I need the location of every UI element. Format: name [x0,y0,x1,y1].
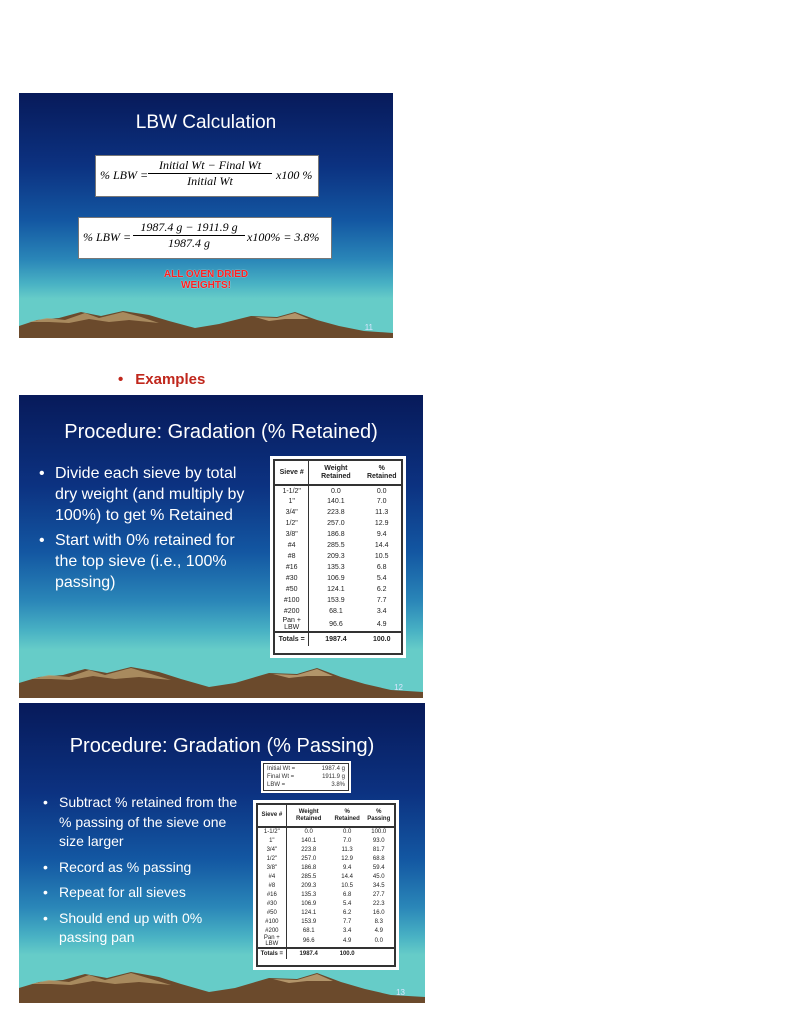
table-cell: 140.1 [301,837,317,844]
slide-lbw-calculation [19,93,393,338]
table-cell: #30 [258,899,286,908]
examples-label: Examples [135,371,206,388]
example-fraction [133,220,245,251]
bullet-text: Repeat for all sieves [59,884,186,900]
table-row [275,529,401,540]
table-cell: 7.7 [376,597,387,604]
table-body [258,827,394,948]
table-row [258,890,394,899]
table-cell: 5.4 [342,900,352,907]
page-number: 13 [396,988,405,997]
table-cell: 68.1 [329,608,343,615]
bullet-item [43,858,239,878]
table-cell: 68.1 [302,927,315,934]
table-cell: #100 [258,917,286,926]
table-row [275,584,401,595]
table-cell: 10.5 [341,882,353,889]
table-cell: #16 [275,562,309,573]
table-row [275,496,401,507]
table-cell: 223.8 [327,509,345,516]
table-cell: 68.8 [372,855,385,862]
table-row [275,507,401,518]
table-cell: 7.0 [376,498,387,505]
table-cell: 257.0 [327,520,345,527]
example-rhs: x100% = 3.8% [247,230,320,244]
slide-gradation-retained [19,395,423,698]
example-lhs: % LBW = [83,230,132,244]
mountain-graphic [19,958,425,1003]
table-row [275,595,401,606]
table-cell: 11.3 [341,846,353,853]
table-body [275,485,401,632]
table-cell: 1-1/2" [258,827,286,836]
bullet-text: Divide each sieve by total dry weight (and multiply by 100%) to get % Retained [55,465,245,524]
table-cell: #4 [275,540,309,551]
table-cell: 106.9 [301,900,317,907]
lbw-row-initial: Initial Wt = 1987.4 g [267,766,345,772]
bullet-icon: • [43,794,48,810]
table-row [275,551,401,562]
formula-fraction [148,158,272,189]
table-cell: 140.1 [327,498,345,505]
retained-table [273,459,403,655]
table-cell: 12.9 [374,520,389,527]
table-cell: 0.0 [331,487,341,495]
bullet-text: Should end up with 0% passing pan [59,909,203,945]
table-cell: 223.8 [301,846,317,853]
table-cell: #30 [275,573,309,584]
table-cell: #4 [258,872,286,881]
header-percent-retained: % Retained [362,461,401,485]
table-cell: 1-1/2" [275,485,309,496]
example-denominator: 1987.4 g [168,236,210,250]
table-cell: 3/4" [275,507,309,518]
bullet-item [39,530,259,593]
table-cell: 257.0 [301,855,317,862]
table-cell: Pan + LBW [275,617,309,632]
table-row [258,899,394,908]
table-row [275,518,401,529]
bullet-text: Subtract % retained from the % passing of the sieve one size larger [59,794,238,849]
table-cell: 16.0 [372,909,385,916]
bullet-item [43,883,239,903]
table-cell: 0.0 [374,938,383,944]
bullet-icon: • [43,858,48,875]
table-cell: 124.1 [301,909,317,916]
table-cell: 135.3 [301,891,317,898]
table-row [258,863,394,872]
table-row [275,606,401,617]
header-weight-retained: Weight Retained [309,461,363,485]
table-row [258,854,394,863]
table-row [275,562,401,573]
page-number: 12 [394,683,403,692]
table-cell: 9.4 [342,864,352,871]
lbw-row-lbw: LBW = 3.8% [267,782,345,788]
table-cell: 106.9 [327,575,345,582]
table-cell: 0.0 [376,487,387,495]
table-cell: #50 [275,584,309,595]
table-cell: 45.0 [372,873,385,880]
table-cell: 4.9 [374,927,383,934]
table-cell: 3.4 [342,927,352,934]
table-cell: 93.0 [372,837,385,844]
totals-weight: 1987.4 [286,948,331,959]
totals-weight: 1987.4 [309,632,363,646]
table-row [258,845,394,854]
table-cell: 6.2 [342,909,352,916]
table-cell: 81.7 [372,846,385,853]
table-cell: 1" [275,496,309,507]
table-cell: 3.4 [376,608,387,615]
lbw-example [78,217,332,259]
bullet-item [43,909,239,948]
table-cell: 59.4 [372,864,385,871]
table-cell: 4.9 [342,938,352,944]
table-cell: 5.4 [376,575,387,582]
table-cell: #16 [258,890,286,899]
bullet-item [43,793,239,852]
bullet-icon: • [39,532,45,549]
table-cell: #50 [258,908,286,917]
bullet-icon: • [43,884,48,900]
table-row [258,926,394,935]
table-cell: 6.8 [342,891,352,898]
table-cell: 285.5 [301,873,317,880]
formula-denominator: Initial Wt [187,174,233,188]
table-cell: 12.9 [341,855,353,862]
table-cell: 124.1 [327,586,345,593]
table-cell: 153.9 [327,597,345,604]
table-cell: 209.3 [327,553,345,560]
table-row [258,935,394,948]
lbw-formula [95,155,319,197]
totals-percent: 100.0 [331,948,364,959]
note-line-2: WEIGHTS! [181,280,231,291]
bullet-list [43,793,239,948]
table-cell: 27.7 [372,891,385,898]
table-cell: 3/8" [275,529,309,540]
table-cell: 8.3 [374,918,383,925]
bullet-icon: • [39,465,45,482]
table-cell: 22.3 [372,900,385,907]
header-percent-passing: % Passing [364,805,394,827]
table-cell: 96.6 [302,938,315,944]
formula-numerator: Initial Wt − Final Wt [148,158,272,174]
table-cell: 34.5 [372,882,385,889]
table-cell: #8 [275,551,309,562]
table-cell: 186.8 [301,864,317,871]
header-weight-retained: Weight Retained [286,805,331,827]
oven-dried-note [19,269,393,291]
table-cell: 3/8" [258,863,286,872]
mountain-graphic [19,653,423,698]
table-row [258,872,394,881]
bullet-list [39,463,259,593]
table-cell: 14.4 [374,542,389,549]
table-row [275,485,401,496]
table-cell: 186.8 [327,531,345,538]
table-row [258,827,394,836]
table-cell: 209.3 [301,882,317,889]
table-cell: 135.3 [327,564,345,571]
table-cell: 4.9 [376,620,387,628]
table-cell: 96.6 [329,620,343,628]
examples-bullet [118,371,205,388]
lbw-row-final: Final Wt = 1911.9 g [267,774,345,780]
table-row [258,836,394,845]
table-row [258,917,394,926]
table-cell: 3/4" [258,845,286,854]
slide-title: LBW Calculation [135,112,277,133]
slide-title: Procedure: Gradation (% Passing) [69,735,375,757]
table-cell: 100.0 [371,829,387,835]
slide-title: Procedure: Gradation (% Retained) [64,421,378,443]
table-row [275,573,401,584]
totals-label: Totals = [275,632,309,646]
table-row [258,881,394,890]
table-cell: 10.5 [374,553,389,560]
bullet-text: Record as % passing [59,858,192,875]
table-cell: 0.0 [342,829,352,835]
table-cell: 0.0 [304,829,313,835]
table-cell: 7.0 [342,837,352,844]
bullet-text: Start with 0% retained for the top sieve (i.e., 100% passing) [55,532,235,591]
table-cell: 285.5 [327,542,345,549]
totals-percent: 100.0 [362,632,401,646]
lbw-summary-box [263,763,349,791]
slide-gradation-passing [19,703,425,1003]
note-line-1: ALL OVEN DRIED [163,269,249,280]
header-sieve: Sieve # [275,461,309,485]
header-percent-retained: % Retained [331,805,364,827]
bullet-item [39,463,259,526]
header-sieve: Sieve # [258,805,286,827]
bullet-icon: • [43,909,48,926]
table-cell: 14.4 [341,873,353,880]
table-cell: #100 [275,595,309,606]
table-cell: 153.9 [301,918,317,925]
passing-table [256,803,396,967]
table-row [258,908,394,917]
table-cell: 1" [258,836,286,845]
table-cell: 6.8 [376,564,387,571]
table-cell: 7.7 [342,918,352,925]
table-row [275,540,401,551]
table-cell: 9.4 [376,531,387,538]
table-cell: #200 [275,606,309,617]
table-cell: #200 [258,926,286,935]
example-numerator: 1987.4 g − 1911.9 g [133,220,245,236]
table-cell: 1/2" [275,518,309,529]
table-cell: Pan + LBW [258,935,286,948]
mountain-graphic [19,298,393,338]
totals-label: Totals = [258,948,286,959]
bullet-icon: • [118,371,124,388]
page-number: 11 [364,323,373,332]
formula-rhs: x100 % [276,168,313,182]
table-cell: #8 [258,881,286,890]
formula-lhs: % LBW = [100,168,149,182]
table-cell: 1/2" [258,854,286,863]
table-cell: 11.3 [375,509,389,516]
table-row [275,617,401,632]
table-cell: 6.2 [376,586,387,593]
